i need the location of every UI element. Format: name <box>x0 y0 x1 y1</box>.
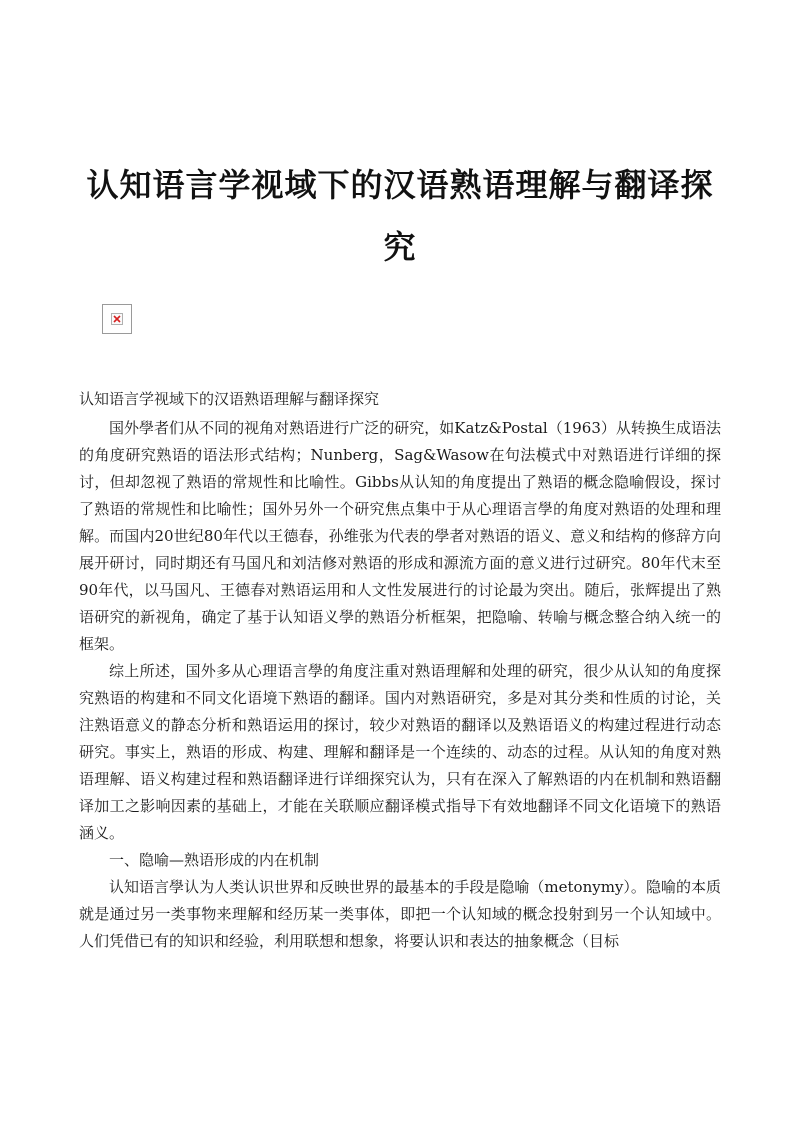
image-placeholder <box>102 304 132 334</box>
document-title-line-2: 究 <box>383 228 417 266</box>
section-heading-1: 一、隐喻—熟语形成的内在机制 <box>109 851 320 869</box>
paragraph-2: 综上所述，国外多从心理语言學的角度注重对熟语理解和处理的研究，很少从认知的角度探究熟语的构建和不同文化语境下熟语的翻译。国内对熟语研究，多是对其分类和性质的讨论，关注熟语意义的静态分析和熟语运用的探讨，较少对熟语的翻译以及熟语语义的构建过程进行动态研究。事实上，熟语的形成、构建、理解和翻译是一个连续的、动态的过程。从认知的角度对熟语理解、语义构建过程和熟语翻译进行详细探究认为，只有在深入了解熟语的内在机制和熟语翻译加工之影响因素的基础上，才能在关联顺应翻译模式指导下有效地翻译不同文化语境下的熟语涵义。 <box>79 662 721 842</box>
document-subtitle: 认知语言学视域下的汉语熟语理解与翻译探究 <box>79 390 380 408</box>
paragraph-1: 国外學者们从不同的视角对熟语进行广泛的研究，如Katz&Postal（1963）从转换生成语法的角度研究熟语的语法形式结构；Nunberg，Sag&Wasow在句法模式中对熟语进行详细的探讨，但却忽视了熟语的常规性和比喻性。Gibbs从认知的角度提出了熟语的概念隐喻假设，探讨了熟语的常规性和比喻性；国外另外一个研究焦点集中于从心理语言學的角度对熟语的处理和理解。而国内20世纪80年代以王德春，孙维张为代表的學者对熟语的语义、意义和结构的修辞方向展开研讨，同时期还有马国凡和刘洁修对熟语的形成和源流方面的意义进行过研究。80年代末至90年代，以马国凡、王德春对熟语运用和人文性发展进行的讨论最为突出。随后，张辉提出了熟语研究的新视角，确定了基于认知语义學的熟语分析框架，把隐喻、转喻与概念整合纳入统一的框架。 <box>79 419 721 653</box>
document-body <box>79 386 721 955</box>
document-title-line-1: 认知语言学视域下的汉语熟语理解与翻译探 <box>86 166 714 204</box>
broken-image-icon <box>111 313 123 325</box>
paragraph-3: 认知语言學认为人类认识世界和反映世界的最基本的手段是隐喻（metonymy）。隐喻的本质就是通过另一类事物来理解和经历某一类事体，即把一个认知域的概念投射到另一个认知域中。人们凭借已有的知识和经验，利用联想和想象，将要认识和表达的抽象概念（目标 <box>79 878 721 950</box>
